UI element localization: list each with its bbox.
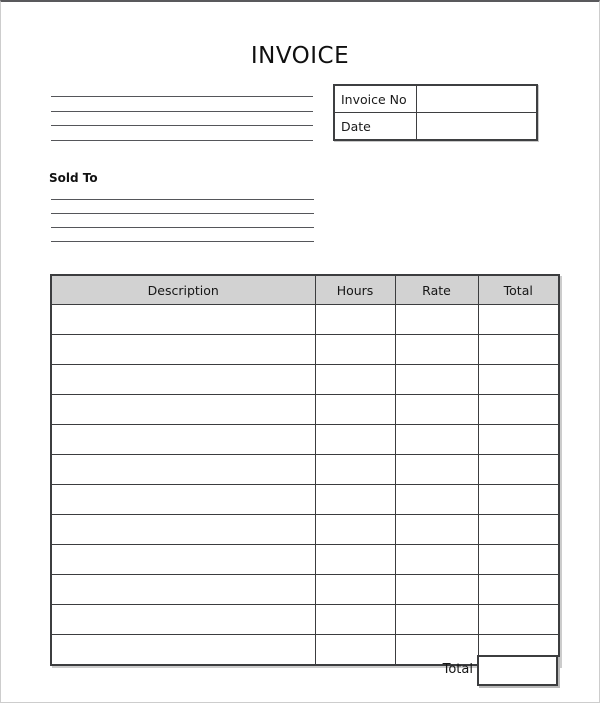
line-item-row [51, 455, 559, 485]
date-field[interactable] [416, 113, 537, 141]
seller-address-line[interactable] [51, 140, 313, 141]
line-item-cell[interactable] [51, 545, 315, 575]
line-item-cell[interactable] [478, 395, 559, 425]
sold-to-line[interactable] [51, 199, 314, 200]
line-item-row [51, 395, 559, 425]
line-item-cell[interactable] [478, 545, 559, 575]
date-label: Date [334, 113, 416, 141]
line-item-cell[interactable] [478, 365, 559, 395]
invoice-no-label: Invoice No [334, 85, 416, 113]
line-item-row [51, 605, 559, 635]
date-row [334, 113, 537, 141]
line-item-cell[interactable] [315, 545, 395, 575]
line-item-cell[interactable] [478, 515, 559, 545]
invoice-meta-table [333, 84, 538, 141]
line-item-cell[interactable] [51, 605, 315, 635]
line-item-cell[interactable] [51, 395, 315, 425]
line-item-cell[interactable] [315, 605, 395, 635]
line-item-cell[interactable] [478, 425, 559, 455]
column-header-hours: Hours [315, 275, 395, 305]
page-title: INVOICE [250, 43, 350, 69]
seller-address-line[interactable] [51, 96, 313, 97]
line-item-cell[interactable] [478, 455, 559, 485]
line-item-row [51, 305, 559, 335]
line-item-cell[interactable] [315, 485, 395, 515]
sold-to-address-lines [51, 186, 314, 242]
line-item-cell[interactable] [478, 305, 559, 335]
line-item-cell[interactable] [51, 455, 315, 485]
line-item-cell[interactable] [51, 425, 315, 455]
seller-address-lines [51, 83, 313, 141]
sold-to-heading: Sold To [49, 171, 98, 185]
line-item-cell[interactable] [395, 395, 478, 425]
line-item-cell[interactable] [315, 425, 395, 455]
line-item-cell[interactable] [395, 545, 478, 575]
line-item-cell[interactable] [51, 575, 315, 605]
line-item-cell[interactable] [478, 605, 559, 635]
line-item-row [51, 575, 559, 605]
line-item-cell[interactable] [478, 335, 559, 365]
grand-total-label: Total [442, 662, 473, 677]
sold-to-line[interactable] [51, 227, 314, 228]
seller-address-line[interactable] [51, 125, 313, 126]
line-item-row [51, 335, 559, 365]
line-item-cell[interactable] [315, 575, 395, 605]
line-item-cell[interactable] [315, 335, 395, 365]
invoice-no-row [334, 85, 537, 113]
column-header-rate: Rate [395, 275, 478, 305]
line-item-cell[interactable] [51, 305, 315, 335]
line-item-cell[interactable] [478, 485, 559, 515]
line-item-cell[interactable] [315, 515, 395, 545]
line-item-row [51, 425, 559, 455]
line-item-cell[interactable] [315, 365, 395, 395]
line-item-cell[interactable] [395, 425, 478, 455]
line-item-cell[interactable] [51, 635, 315, 666]
line-item-cell[interactable] [51, 335, 315, 365]
seller-address-line[interactable] [51, 111, 313, 112]
line-item-row [51, 485, 559, 515]
line-item-cell[interactable] [395, 605, 478, 635]
line-item-cell[interactable] [315, 455, 395, 485]
line-item-cell[interactable] [395, 575, 478, 605]
line-item-cell[interactable] [51, 485, 315, 515]
invoice-no-field[interactable] [416, 85, 537, 113]
column-header-total: Total [478, 275, 559, 305]
line-items-header-row [51, 275, 559, 305]
grand-total-field[interactable] [477, 655, 558, 686]
line-item-row [51, 545, 559, 575]
line-item-row [51, 365, 559, 395]
sold-to-line[interactable] [51, 213, 314, 214]
line-item-cell[interactable] [395, 485, 478, 515]
column-header-description: Description [51, 275, 315, 305]
line-item-cell[interactable] [395, 455, 478, 485]
line-item-cell[interactable] [51, 515, 315, 545]
line-item-cell[interactable] [395, 515, 478, 545]
line-item-cell[interactable] [395, 305, 478, 335]
line-item-cell[interactable] [51, 365, 315, 395]
line-item-cell[interactable] [395, 365, 478, 395]
line-item-cell[interactable] [478, 575, 559, 605]
line-item-cell[interactable] [315, 395, 395, 425]
sold-to-line[interactable] [51, 241, 314, 242]
line-item-cell[interactable] [315, 635, 395, 666]
line-item-cell[interactable] [395, 635, 478, 666]
line-item-row [51, 515, 559, 545]
line-item-cell[interactable] [395, 335, 478, 365]
line-item-cell[interactable] [315, 305, 395, 335]
line-items-table [50, 274, 560, 666]
